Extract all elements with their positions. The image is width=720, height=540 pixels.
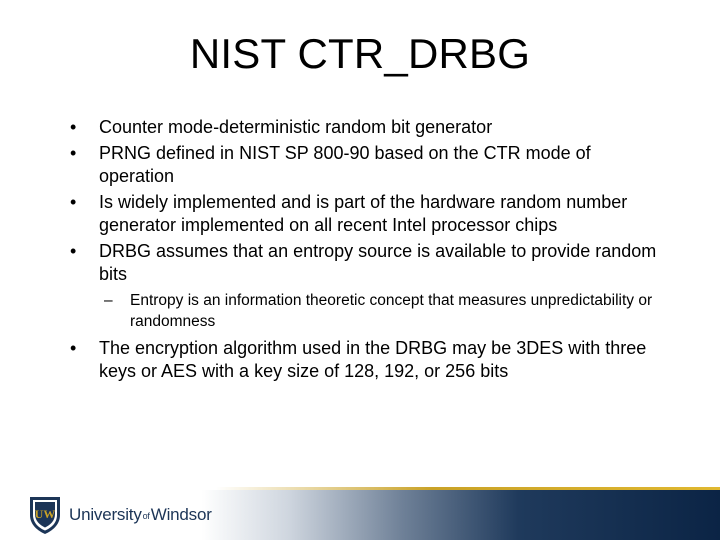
slide-title: NIST CTR_DRBG [189, 30, 531, 77]
bullet-marker: • [70, 143, 77, 163]
bullet-text: The encryption algorithm used in the DRBG may be 3DES with three keys or AES with a key size of 128, 192, or 256 bits [99, 338, 647, 381]
bullet-item [60, 191, 670, 237]
logo-word-windsor: Windsor [150, 505, 212, 524]
bullet-marker: • [70, 241, 77, 261]
bullet-text: Is widely implemented and is part of the hardware random number generator implemented on all recent Intel processor chips [99, 192, 628, 235]
slide-body [60, 116, 670, 386]
bullet-marker: • [70, 192, 77, 212]
sub-bullet-text: Entropy is an information theoretic concept that measures unpredictability or randomness [130, 292, 653, 330]
bullet-marker: • [70, 117, 77, 137]
bullet-text: DRBG assumes that an entropy source is available to provide random bits [99, 241, 657, 284]
logo-word-university: University [69, 505, 142, 524]
bullet-item [60, 142, 670, 188]
footer-band [0, 487, 720, 540]
logo-word-of: of [142, 511, 150, 521]
university-logo [28, 493, 218, 537]
logo-wordmark [69, 505, 212, 525]
bullet-item [60, 240, 670, 286]
shield-icon [28, 495, 62, 535]
bullet-marker: • [70, 338, 77, 358]
bullet-text: PRNG defined in NIST SP 800-90 based on the CTR mode of operation [99, 143, 591, 186]
sub-bullet-marker: – [104, 292, 113, 309]
bullet-item [60, 337, 670, 383]
footer-accent-line [0, 487, 720, 490]
bullet-text: Counter mode-deterministic random bit generator [99, 117, 493, 137]
bullet-item [60, 116, 670, 139]
sub-bullet-item [60, 290, 670, 332]
shield-letters: UW [34, 507, 56, 521]
